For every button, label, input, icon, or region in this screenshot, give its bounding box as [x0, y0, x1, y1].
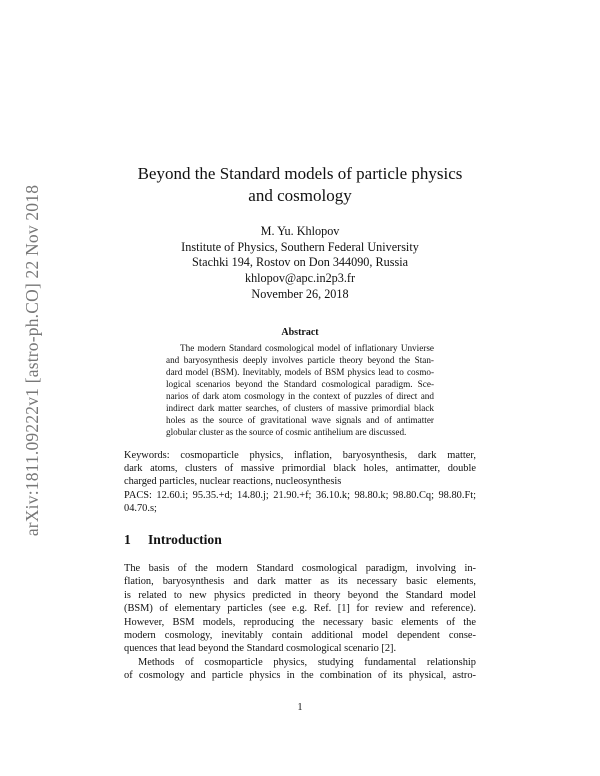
abstract-line: logical scenarios beyond the Standard cosmological paradigm. Sce-	[166, 379, 434, 389]
abstract-heading: Abstract	[281, 327, 319, 338]
abstract-line: narios of dark atom cosmology in the context of puzzles of direct and	[166, 391, 434, 401]
body-line: The basis of the modern Standard cosmological paradigm, involving in-	[124, 563, 476, 574]
abstract-body	[166, 342, 434, 438]
body-line: of cosmology and particle physics in the combination of its physical, astro-	[124, 670, 476, 682]
author-affiliation: Institute of Physics, Southern Federal University	[181, 239, 419, 254]
paper-date: November 26, 2018	[251, 287, 349, 301]
introduction-body	[124, 562, 476, 683]
page-number: 1	[297, 702, 303, 713]
abstract-line: dard model (BSM). Inevitably, models of BSM physics lead to cosmo-	[166, 367, 434, 377]
abstract-line: globular cluster as the source of cosmic antihelium are discussed.	[166, 427, 407, 437]
author-block	[124, 224, 476, 286]
keywords-line: dark atoms, clusters of massive primordial black holes, antimatter, double	[124, 463, 476, 475]
body-line: flation, baryosynthesis and dark matter as its necessary basic elements,	[124, 576, 476, 588]
body-line: (BSM) of elementary particles (see e.g. Ref. [1] for review and reference).	[124, 603, 476, 615]
arxiv-identifier: arXiv:1811.09222v1 [astro-ph.CO] 22 Nov 2018	[22, 184, 43, 536]
body-line: However, BSM models, reproducing the necessary basic elements of the	[124, 616, 476, 628]
section-heading-introduction	[124, 532, 476, 548]
body-line: modern cosmology, inevitably contain additional model dependent conse-	[124, 630, 476, 642]
title-line-2: and cosmology	[248, 186, 352, 205]
author-email: khlopov@apc.in2p3.fr	[244, 270, 356, 285]
keywords-line: charged particles, nuclear reactions, nucleosynthesis	[124, 476, 342, 488]
keywords-block	[124, 449, 476, 515]
author-name: M. Yu. Khlopov	[260, 224, 340, 238]
body-line: is related to new physics predicted in theory beyond the Standard model	[124, 589, 476, 601]
section-title: Introduction	[148, 532, 222, 547]
abstract-line: holes as the source of gravitational wave signals and of antimatter	[166, 415, 434, 425]
pacs-line: PACS: 12.60.i; 95.35.+d; 14.80.j; 21.90.+f; 36.10.k; 98.80.k; 98.80.Cq; 98.80.Ft;	[124, 489, 476, 501]
paper-title	[124, 163, 476, 207]
body-line: Methods of cosmoparticle physics, studying fundamental relationship	[138, 656, 476, 668]
arxiv-identifier-stamp	[12, 160, 54, 560]
keywords-line: Keywords: cosmoparticle physics, inflation, baryosynthesis, dark matter,	[124, 450, 476, 461]
abstract-line: The modern Standard cosmological model of inflationary Unvierse	[180, 343, 434, 353]
body-line: quences that lead beyond the Standard cosmological scenario [2].	[124, 643, 397, 655]
author-address: Stachki 194, Rostov on Don 344090, Russia	[192, 255, 408, 269]
abstract-line: indirect dark matter searches, of clusters of massive primordial black	[166, 403, 434, 413]
section-number: 1	[124, 532, 131, 547]
pacs-line: 04.70.s;	[124, 502, 157, 514]
title-line-1: Beyond the Standard models of particle physics	[137, 164, 463, 183]
abstract-line: and baryosynthesis deeply involves particle theory beyond the Stan-	[166, 355, 434, 365]
